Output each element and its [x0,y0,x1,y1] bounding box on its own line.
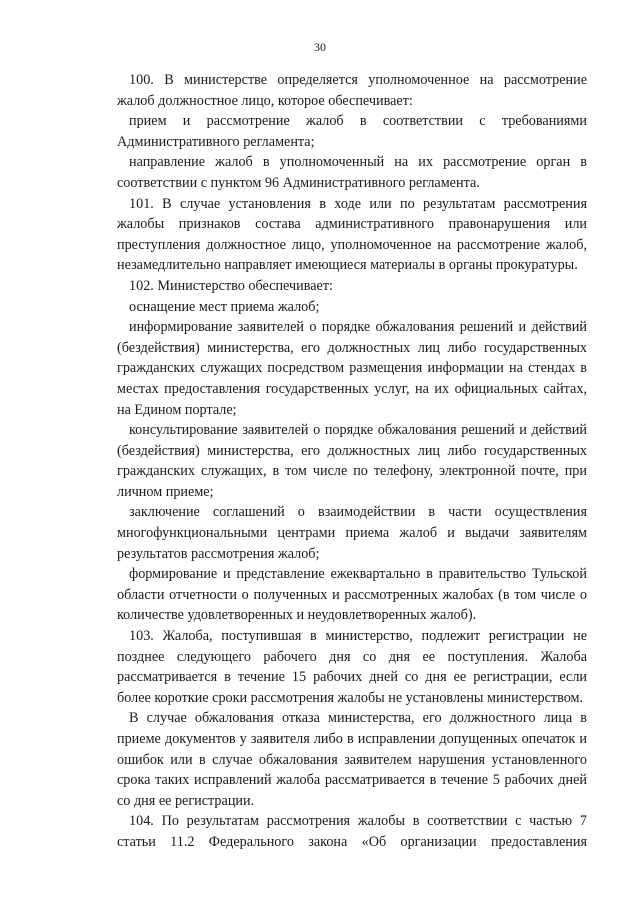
paragraph-102-item-2: информирование заявителей о порядке обжалования решений и действий (бездействия) министерства, его должностных лиц либо государственных гражданских служащих посредством размещения информации на стендах в местах предоставления государственных услуг, на их официальных сайтах, на Едином портале; [117,319,587,418]
paragraph-102-item-4: заключение соглашений о взаимодействии в части осуществления многофункциональными центрами приема жалоб и выдачи заявителям результатов рассмотрения жалоб; [117,504,587,562]
document-body [117,70,587,853]
paragraph-103: 103. Жалоба, поступившая в министерство, подлежит регистрации не позднее следующего рабочего дня со дня ее поступления. Жалоба рассматривается в течение 15 рабочих дней со дня ее регистрации, если более короткие сроки рассмотрения жалобы не установлены министерством. [117,628,587,706]
paragraph-101: 101. В случае установления в ходе или по результатам рассмотрения жалобы признаков состава административного правонарушения или преступления должностное лицо, уполномоченное на рассмотрение жалоб, незамедлительно направляет имеющиеся материалы в органы прокуратуры. [117,195,587,274]
paragraph-102-item-5: формирование и представление ежеквартально в правительство Тульской области отчетности о полученных и рассмотренных жалобах (в том числе о количестве удовлетворенных и неудовлетворенных жалоб). [117,566,587,624]
paragraph-102-item-3: консультирование заявителей о порядке обжалования решений и действий (бездействия) министерства, его должностных лиц либо государственных гражданских служащих, в том числе по телефону, электронной почте, при личном приеме; [117,422,587,500]
page-number: 30 [314,40,326,54]
paragraph-100-item-1: прием и рассмотрение жалоб в соответствии с требованиями Административного регламента; [117,113,587,150]
paragraph-104: 104. По результатам рассмотрения жалобы в соответствии с частью 7 статьи 11.2 Федерального закона «Об организации предоставления [117,813,587,850]
paragraph-103-cont: В случае обжалования отказа министерства, его должностного лица в приеме документов у заявителя либо в исправлении допущенных опечаток и ошибок или в случае обжалования заявителем нарушения установленного срока таких исправлений жалоба рассматривается в течение 5 рабочих дней со дня ее регистрации. [117,710,587,809]
paragraph-100-item-2: направление жалоб в уполномоченный на их рассмотрение орган в соответствии с пунктом 96 Административного регламента. [117,154,587,191]
paragraph-102: 102. Министерство обеспечивает: [129,277,333,294]
paragraph-100: 100. В министерстве определяется уполномоченное на рассмотрение жалоб должностное лицо, которое обеспечивает: [117,72,587,109]
paragraph-102-item-1: оснащение мест приема жалоб; [129,298,320,315]
